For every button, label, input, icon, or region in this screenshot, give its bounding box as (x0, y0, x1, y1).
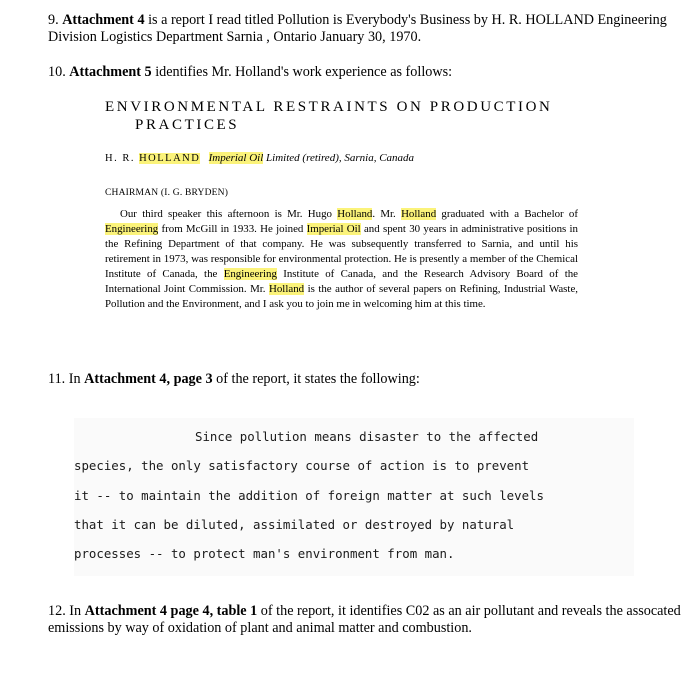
chairman-line: CHAIRMAN (I. G. BRYDEN) (105, 188, 229, 198)
quote-line: that it can be diluted, assimilated or destroyed by natural (74, 516, 515, 532)
paragraph-11-number: 11. In (48, 371, 81, 387)
attachment-5-excerpt (100, 98, 590, 312)
paragraph-10-attachment: Attachment 5 (69, 64, 152, 80)
bio-highlight: Imperial Oil (306, 223, 361, 235)
paragraph-11-text: of the report, it states the following: (216, 371, 420, 387)
bio-text: Institute of Canada, and the Research Advisory Board of the International Joint Commission. Mr. (105, 268, 578, 295)
paragraph-9-attachment: Attachment 4 (62, 12, 145, 28)
excerpt-byline (105, 152, 590, 164)
bio-text: Our third speaker this afternoon is Mr. Hugo (120, 208, 338, 220)
bio-text: from McGill in 1933. He joined (158, 223, 307, 235)
company-name: Imperial Oil (208, 152, 264, 164)
excerpt-title-line-1: ENVIRONMENTAL RESTRAINTS ON PRODUCTION (105, 99, 553, 115)
paragraph-9-number: 9. (48, 12, 59, 28)
paragraph-10-text: identifies Mr. Holland's work experience as follows: (155, 64, 453, 80)
quote-line: Since pollution means disaster to the affected (195, 429, 539, 444)
paragraph-11-attachment: Attachment 4, page 3 (84, 371, 213, 387)
quote-line: processes -- to protect man's environment from man. (74, 546, 455, 562)
report-quote (74, 418, 634, 576)
bio-highlight: Engineering (105, 223, 159, 235)
author-surname: HOLLAND (139, 153, 201, 164)
excerpt-title-line-2: PRACTICES (135, 117, 240, 133)
paragraph-12-attachment: Attachment 4 page 4, table 1 (84, 603, 258, 619)
quote-line: species, the only satisfactory course of action is to prevent (74, 458, 530, 474)
paragraph-12 (48, 603, 688, 637)
paragraph-9-text: is a report I read titled Pollution is Everybody's Business by H. R. HOLLAND Engineering Division Logistics Department Sarnia , Ontario January 30, 1970. (48, 12, 667, 45)
bio-text: is the author of several papers on Refining, Industrial Waste, Pollution and the Environment, and I ask you to join me in welcoming him at this time. (105, 283, 579, 310)
paragraph-12-text: of the report, it identifies C02 as an air pollutant and reveals the assocated emissions by way of oxidation of plant and animal matter and combustion. (48, 603, 681, 636)
bio-highlight: Engineering (223, 268, 277, 280)
paragraph-11 (48, 371, 420, 388)
bio-text: graduated with a Bachelor of (436, 208, 579, 220)
author-initials: H. R. (105, 153, 140, 164)
paragraph-12-number: 12. In (48, 603, 82, 619)
bio-highlight: Holland (269, 283, 305, 295)
paragraph-9 (48, 12, 688, 46)
affiliation: Limited (retired), Sarnia, Canada (263, 152, 415, 164)
quote-line: it -- to maintain the addition of foreign matter at such levels (74, 487, 544, 503)
bio-highlight: Holland (401, 208, 437, 220)
paragraph-10 (48, 64, 452, 81)
bio-text: . Mr. (372, 208, 402, 220)
bio-highlight: Holland (337, 208, 373, 220)
paragraph-10-number: 10. (48, 64, 66, 80)
speaker-bio (105, 207, 578, 312)
bio-text: and spent 30 years in administrative positions in the Refining Department of that company. He was subsequently transferred to Sarnia, and until his retirement in 1973, was responsible for environmental protection. He is presently a member of the Chemical Institute of Canada, the (105, 223, 578, 280)
